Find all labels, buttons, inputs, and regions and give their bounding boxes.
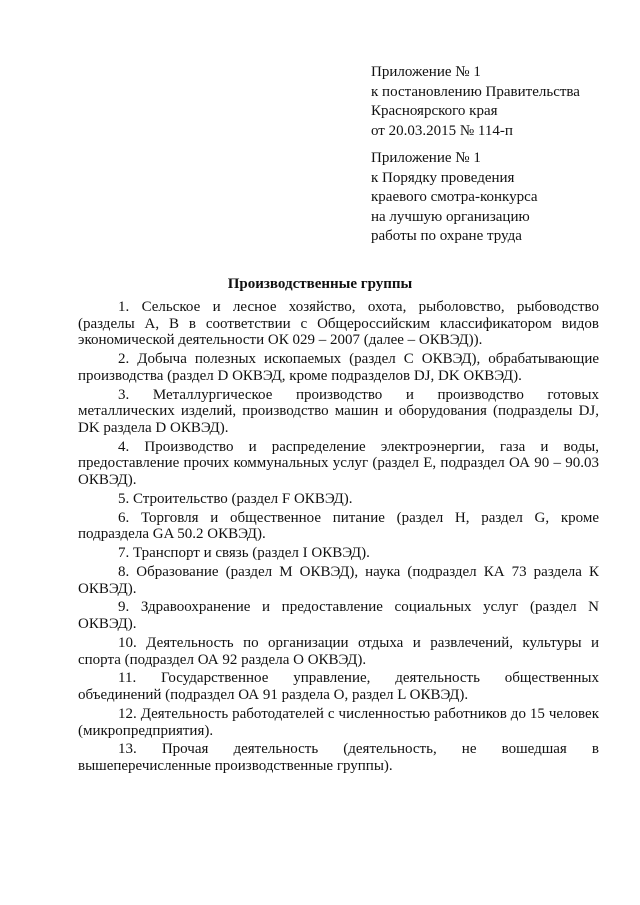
list-item: 2. Добыча полезных ископаемых (раздел С ОКВЭД), обрабатывающие производства (раздел D ОКВЭД, кроме подразделов DJ, DK ОКВЭД).	[78, 351, 599, 384]
list-item: 3. Металлургическое производство и производство готовых металлических изделий, производство машин и оборудования (подразделы DJ, DK раздела D ОКВЭД).	[78, 386, 599, 436]
list-item: 8. Образование (раздел М ОКВЭД), наука (подраздел КА 73 раздела К ОКВЭД).	[78, 563, 599, 597]
annex-line: Приложение № 1	[371, 150, 481, 166]
annex-header-procedure	[371, 149, 631, 247]
list-item: 1. Сельское и лесное хозяйство, охота, рыболовство, рыбоводство (разделы А, В в соответствии с Общероссийским классификатором видов экономической деятельности ОК 029 – 2007 (далее – ОКВЭД)).	[78, 299, 599, 349]
list-item: 7. Транспорт и связь (раздел I ОКВЭД).	[118, 545, 370, 562]
annex-line: к Порядку проведения	[371, 169, 515, 186]
list-item: 13. Прочая деятельность (деятельность, не вошедшая в вышеперечисленные производственные группы).	[78, 741, 599, 774]
annex-line: на лучшую организацию	[371, 208, 530, 225]
annex-line: Приложение № 1	[371, 64, 481, 80]
annex-header-resolution	[371, 63, 631, 141]
annex-line: работы по охране труда	[371, 228, 522, 244]
list-item: 5. Строительство (раздел F ОКВЭД).	[118, 490, 353, 507]
production-groups-list	[78, 299, 599, 777]
list-item: 11. Государственное управление, деятельность общественных объединений (подраздел ОА 91 раздела О, раздел L ОКВЭД).	[78, 670, 599, 704]
list-item: 12. Деятельность работодателей с численностью работников до 15 человек (микропредприятия).	[78, 705, 599, 739]
annex-line: от 20.03.2015 № 114-п	[371, 122, 513, 139]
list-item: 6. Торговля и общественное питание (раздел Н, раздел G, кроме подраздела GA 50.2 ОКВЭД).	[78, 509, 599, 543]
annex-line: Красноярского края	[371, 103, 498, 119]
document-title: Производственные группы	[227, 276, 413, 292]
annex-line: к постановлению Правительства	[371, 83, 580, 100]
annex-line: краевого смотра-конкурса	[371, 189, 538, 205]
list-item: 9. Здравоохранение и предоставление социальных услуг (раздел N ОКВЭД).	[78, 599, 599, 633]
list-item: 4. Производство и распределение электроэнергии, газа и воды, предоставление прочих коммунальных услуг (раздел Е, подраздел ОА 90 – 90.03 ОКВЭД).	[78, 438, 599, 488]
list-item: 10. Деятельность по организации отдыха и развлечений, культуры и спорта (подраздел ОА 92 раздела О ОКВЭД).	[78, 634, 599, 668]
